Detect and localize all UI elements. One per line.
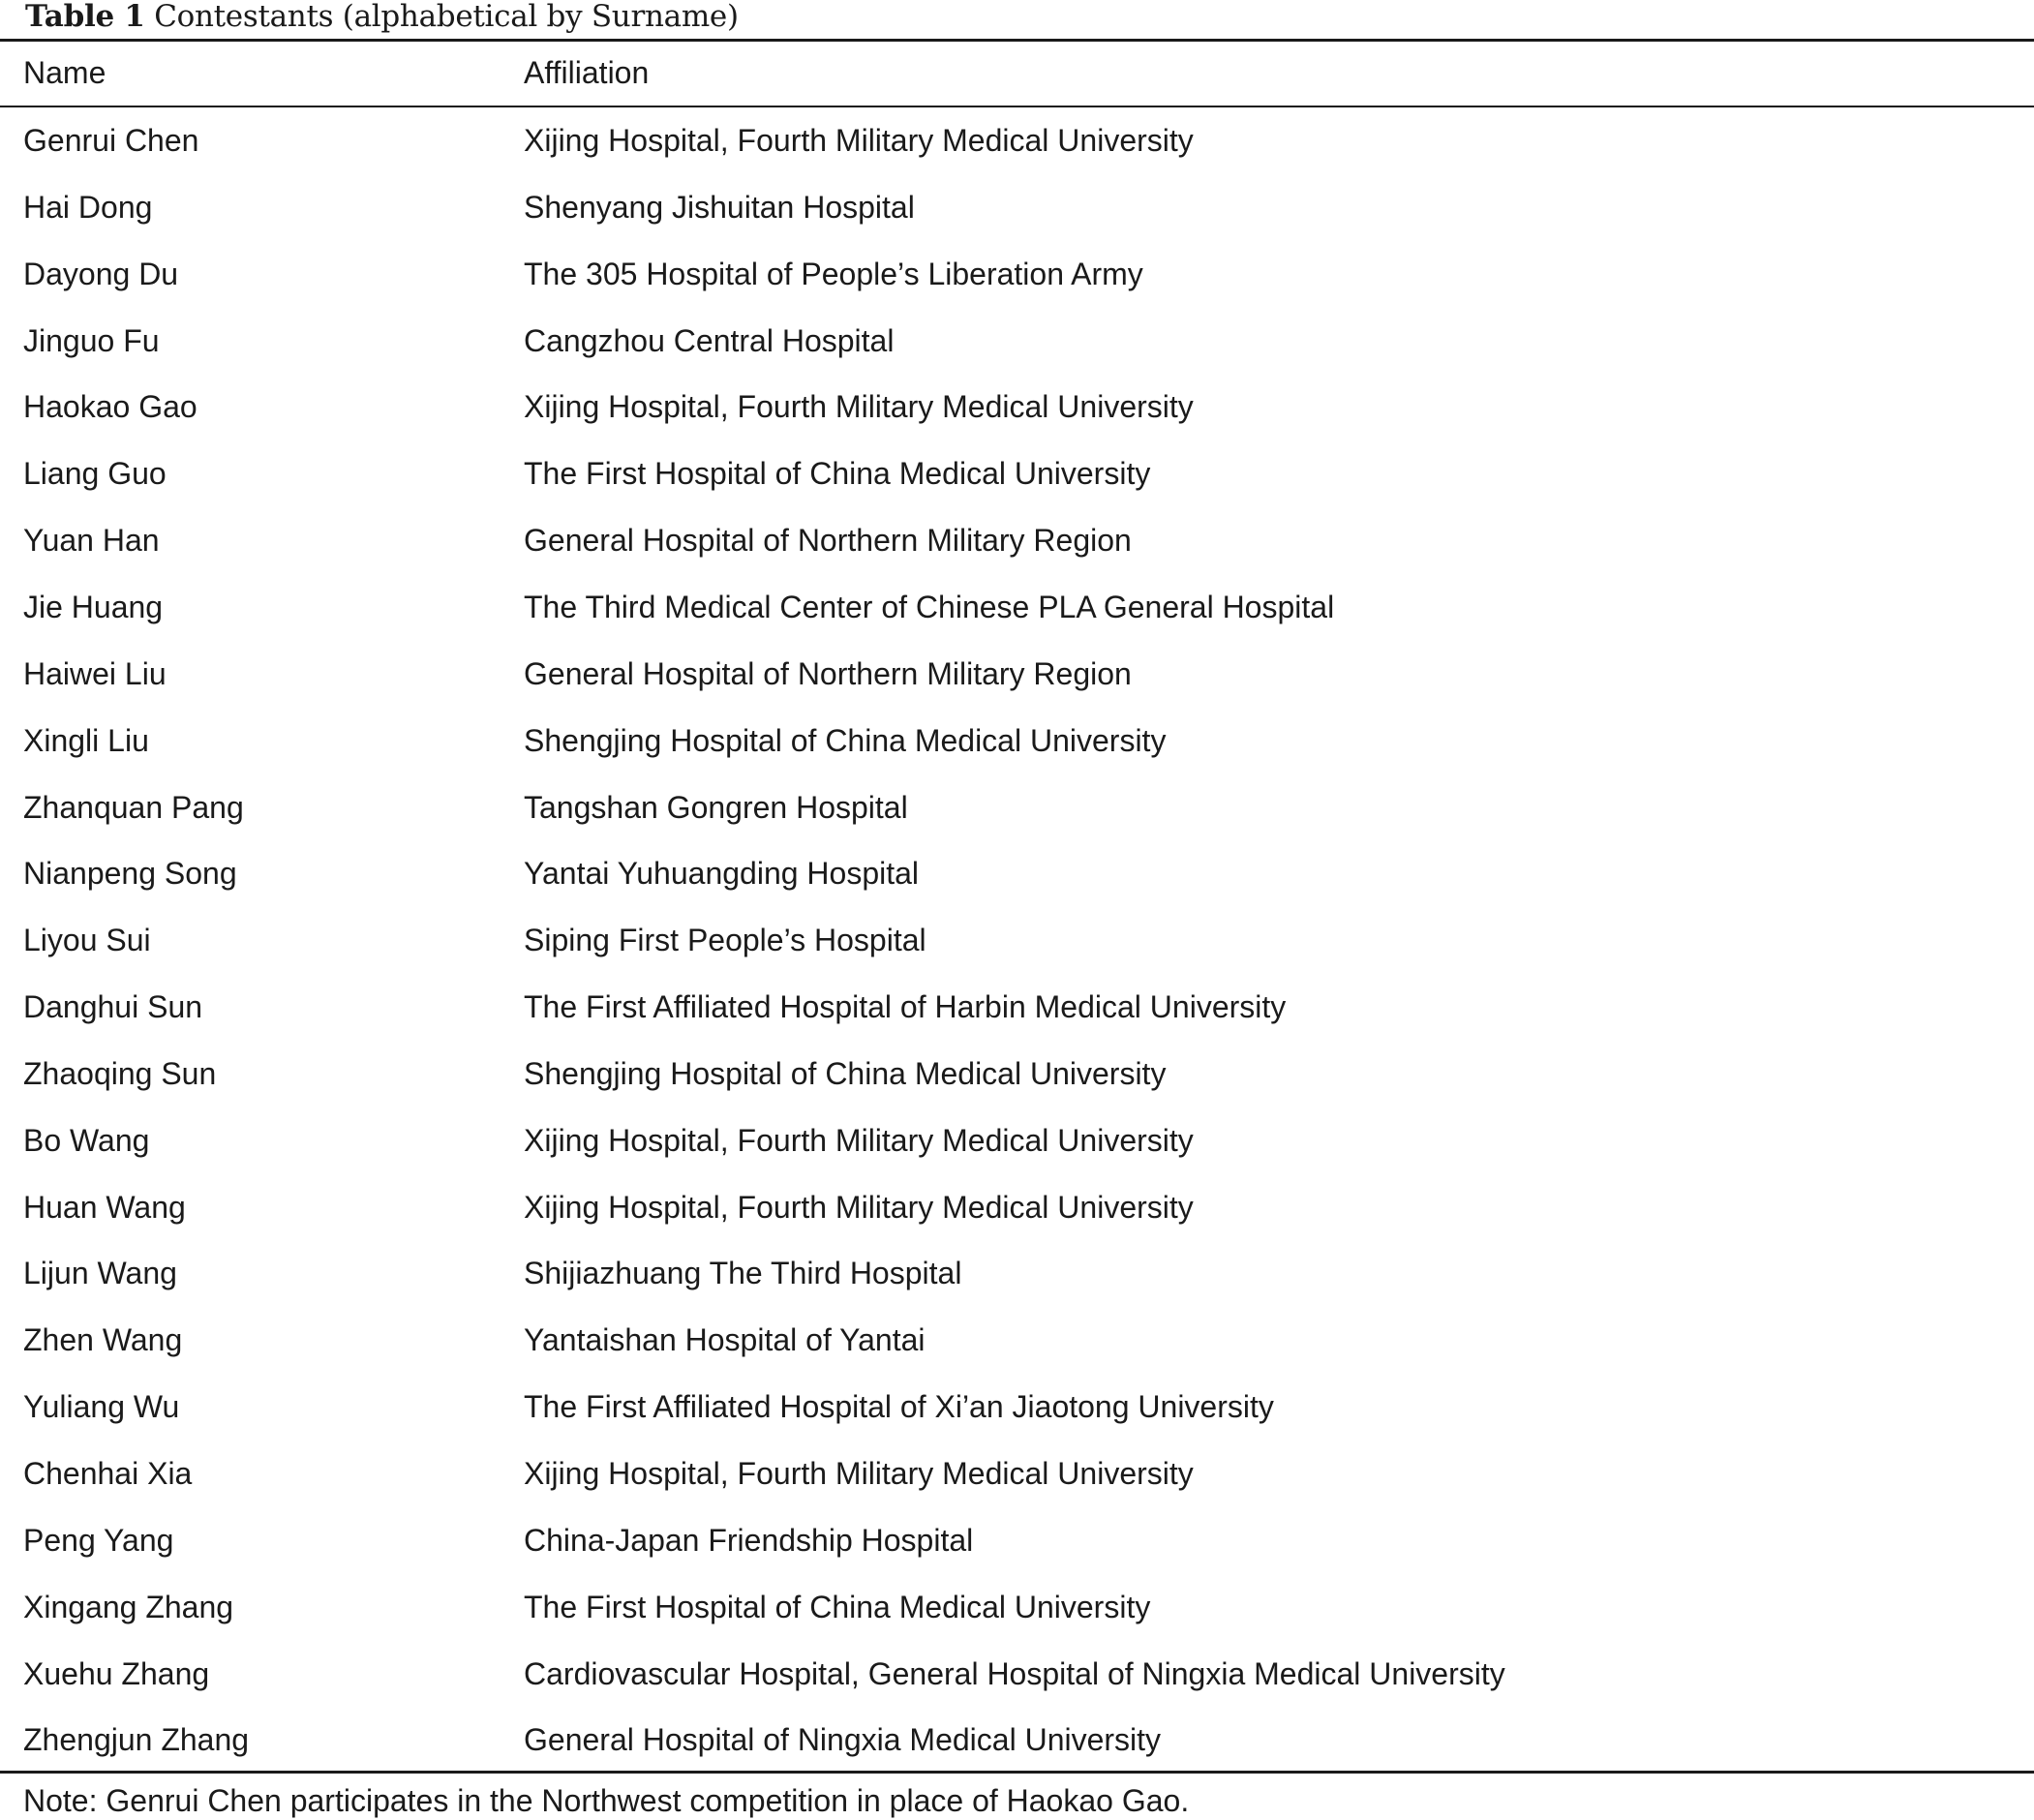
- table-row: [0, 387, 2034, 454]
- table-label: Table 1: [25, 0, 145, 34]
- table-row: [0, 921, 2034, 987]
- cell-name: Huan Wang: [23, 1189, 186, 1225]
- cell-name: Yuan Han: [23, 523, 160, 559]
- table-row: [0, 1188, 2034, 1255]
- cell-name: Lijun Wang: [23, 1256, 177, 1291]
- cell-affiliation: Shengjing Hospital of China Medical University: [524, 722, 1167, 758]
- cell-name: Hai Dong: [23, 189, 153, 225]
- table-row: [0, 654, 2034, 721]
- cell-name: Chenhai Xia: [23, 1456, 193, 1491]
- table-row: [0, 521, 2034, 588]
- cell-name: Zhengjun Zhang: [23, 1722, 250, 1758]
- cell-affiliation: Xijing Hospital, Fourth Military Medical University: [524, 1456, 1194, 1491]
- table-row: [0, 1387, 2034, 1454]
- cell-name: Danghui Sun: [23, 989, 203, 1025]
- column-header-name: Name: [23, 55, 106, 90]
- cell-name: Xingli Liu: [23, 722, 149, 758]
- table-row: [0, 588, 2034, 654]
- table-row: [0, 854, 2034, 921]
- cell-affiliation: The 305 Hospital of People’s Liberation Army: [524, 256, 1143, 291]
- cell-name: Zhen Wang: [23, 1322, 183, 1358]
- cell-affiliation: Xijing Hospital, Fourth Military Medical University: [524, 123, 1194, 158]
- column-header-affiliation: Affiliation: [524, 55, 650, 90]
- cell-affiliation: China-Japan Friendship Hospital: [524, 1522, 974, 1558]
- table-bottom-rule: [0, 1771, 2034, 1774]
- table-note: Note: Genrui Chen participates in the Northwest competition in place of Haokao Gao.: [23, 1783, 1190, 1818]
- cell-name: Xingang Zhang: [23, 1589, 234, 1624]
- cell-affiliation: The First Affiliated Hospital of Harbin Medical University: [524, 989, 1287, 1025]
- cell-name: Jie Huang: [23, 589, 164, 624]
- cell-affiliation: The First Hospital of China Medical University: [524, 1589, 1151, 1624]
- cell-name: Bo Wang: [23, 1122, 150, 1158]
- cell-affiliation: Siping First People’s Hospital: [524, 923, 926, 958]
- cell-affiliation: General Hospital of Northern Military Region: [524, 655, 1132, 691]
- cell-affiliation: Tangshan Gongren Hospital: [524, 789, 908, 825]
- table-row: [0, 721, 2034, 788]
- cell-name: Jinguo Fu: [23, 322, 160, 358]
- cell-affiliation: Xijing Hospital, Fourth Military Medical University: [524, 1122, 1194, 1158]
- table-caption-text: Contestants (alphabetical by Surname): [154, 0, 739, 34]
- cell-affiliation: General Hospital of Northern Military Region: [524, 523, 1132, 559]
- cell-affiliation: Shijiazhuang The Third Hospital: [524, 1256, 962, 1291]
- table-row: [0, 788, 2034, 855]
- cell-affiliation: Shenyang Jishuitan Hospital: [524, 189, 915, 225]
- table-row: [0, 987, 2034, 1054]
- table-row: [0, 454, 2034, 521]
- table-row: [0, 1320, 2034, 1387]
- cell-name: Zhanquan Pang: [23, 789, 244, 825]
- cell-name: Zhaoqing Sun: [23, 1055, 217, 1091]
- table-row: [0, 1454, 2034, 1521]
- table-row: [0, 188, 2034, 255]
- cell-affiliation: Xijing Hospital, Fourth Military Medical University: [524, 389, 1194, 425]
- cell-name: Yuliang Wu: [23, 1389, 180, 1425]
- cell-affiliation: The First Hospital of China Medical University: [524, 456, 1151, 492]
- cell-affiliation: Cangzhou Central Hospital: [524, 322, 895, 358]
- table-row: [0, 1720, 2034, 1787]
- table-row: [0, 1121, 2034, 1188]
- table-row: [0, 121, 2034, 188]
- cell-name: Xuehu Zhang: [23, 1655, 210, 1691]
- cell-name: Dayong Du: [23, 256, 179, 291]
- cell-name: Peng Yang: [23, 1522, 174, 1558]
- table-row: [0, 1254, 2034, 1320]
- table-row: [0, 1521, 2034, 1588]
- cell-name: Nianpeng Song: [23, 856, 237, 892]
- table-row: [0, 255, 2034, 321]
- cell-name: Liang Guo: [23, 456, 167, 492]
- cell-name: Haiwei Liu: [23, 655, 167, 691]
- cell-affiliation: The First Affiliated Hospital of Xi’an Jiaotong University: [524, 1389, 1274, 1425]
- cell-affiliation: Yantaishan Hospital of Yantai: [524, 1322, 926, 1358]
- table-row: [0, 1588, 2034, 1654]
- table-row: [0, 1054, 2034, 1121]
- table-row: [0, 321, 2034, 388]
- cell-name: Genrui Chen: [23, 123, 199, 158]
- table-top-rule: [0, 39, 2034, 42]
- table-header-rule: [0, 106, 2034, 107]
- cell-affiliation: Cardiovascular Hospital, General Hospital of Ningxia Medical University: [524, 1655, 1505, 1691]
- cell-affiliation: Yantai Yuhuangding Hospital: [524, 856, 920, 892]
- cell-affiliation: General Hospital of Ningxia Medical University: [524, 1722, 1162, 1758]
- cell-affiliation: Xijing Hospital, Fourth Military Medical University: [524, 1189, 1194, 1225]
- table-caption: [25, 0, 739, 33]
- cell-name: Haokao Gao: [23, 389, 197, 425]
- cell-affiliation: The Third Medical Center of Chinese PLA General Hospital: [524, 589, 1335, 624]
- cell-affiliation: Shengjing Hospital of China Medical University: [524, 1055, 1167, 1091]
- cell-name: Liyou Sui: [23, 923, 151, 958]
- table-row: [0, 1654, 2034, 1721]
